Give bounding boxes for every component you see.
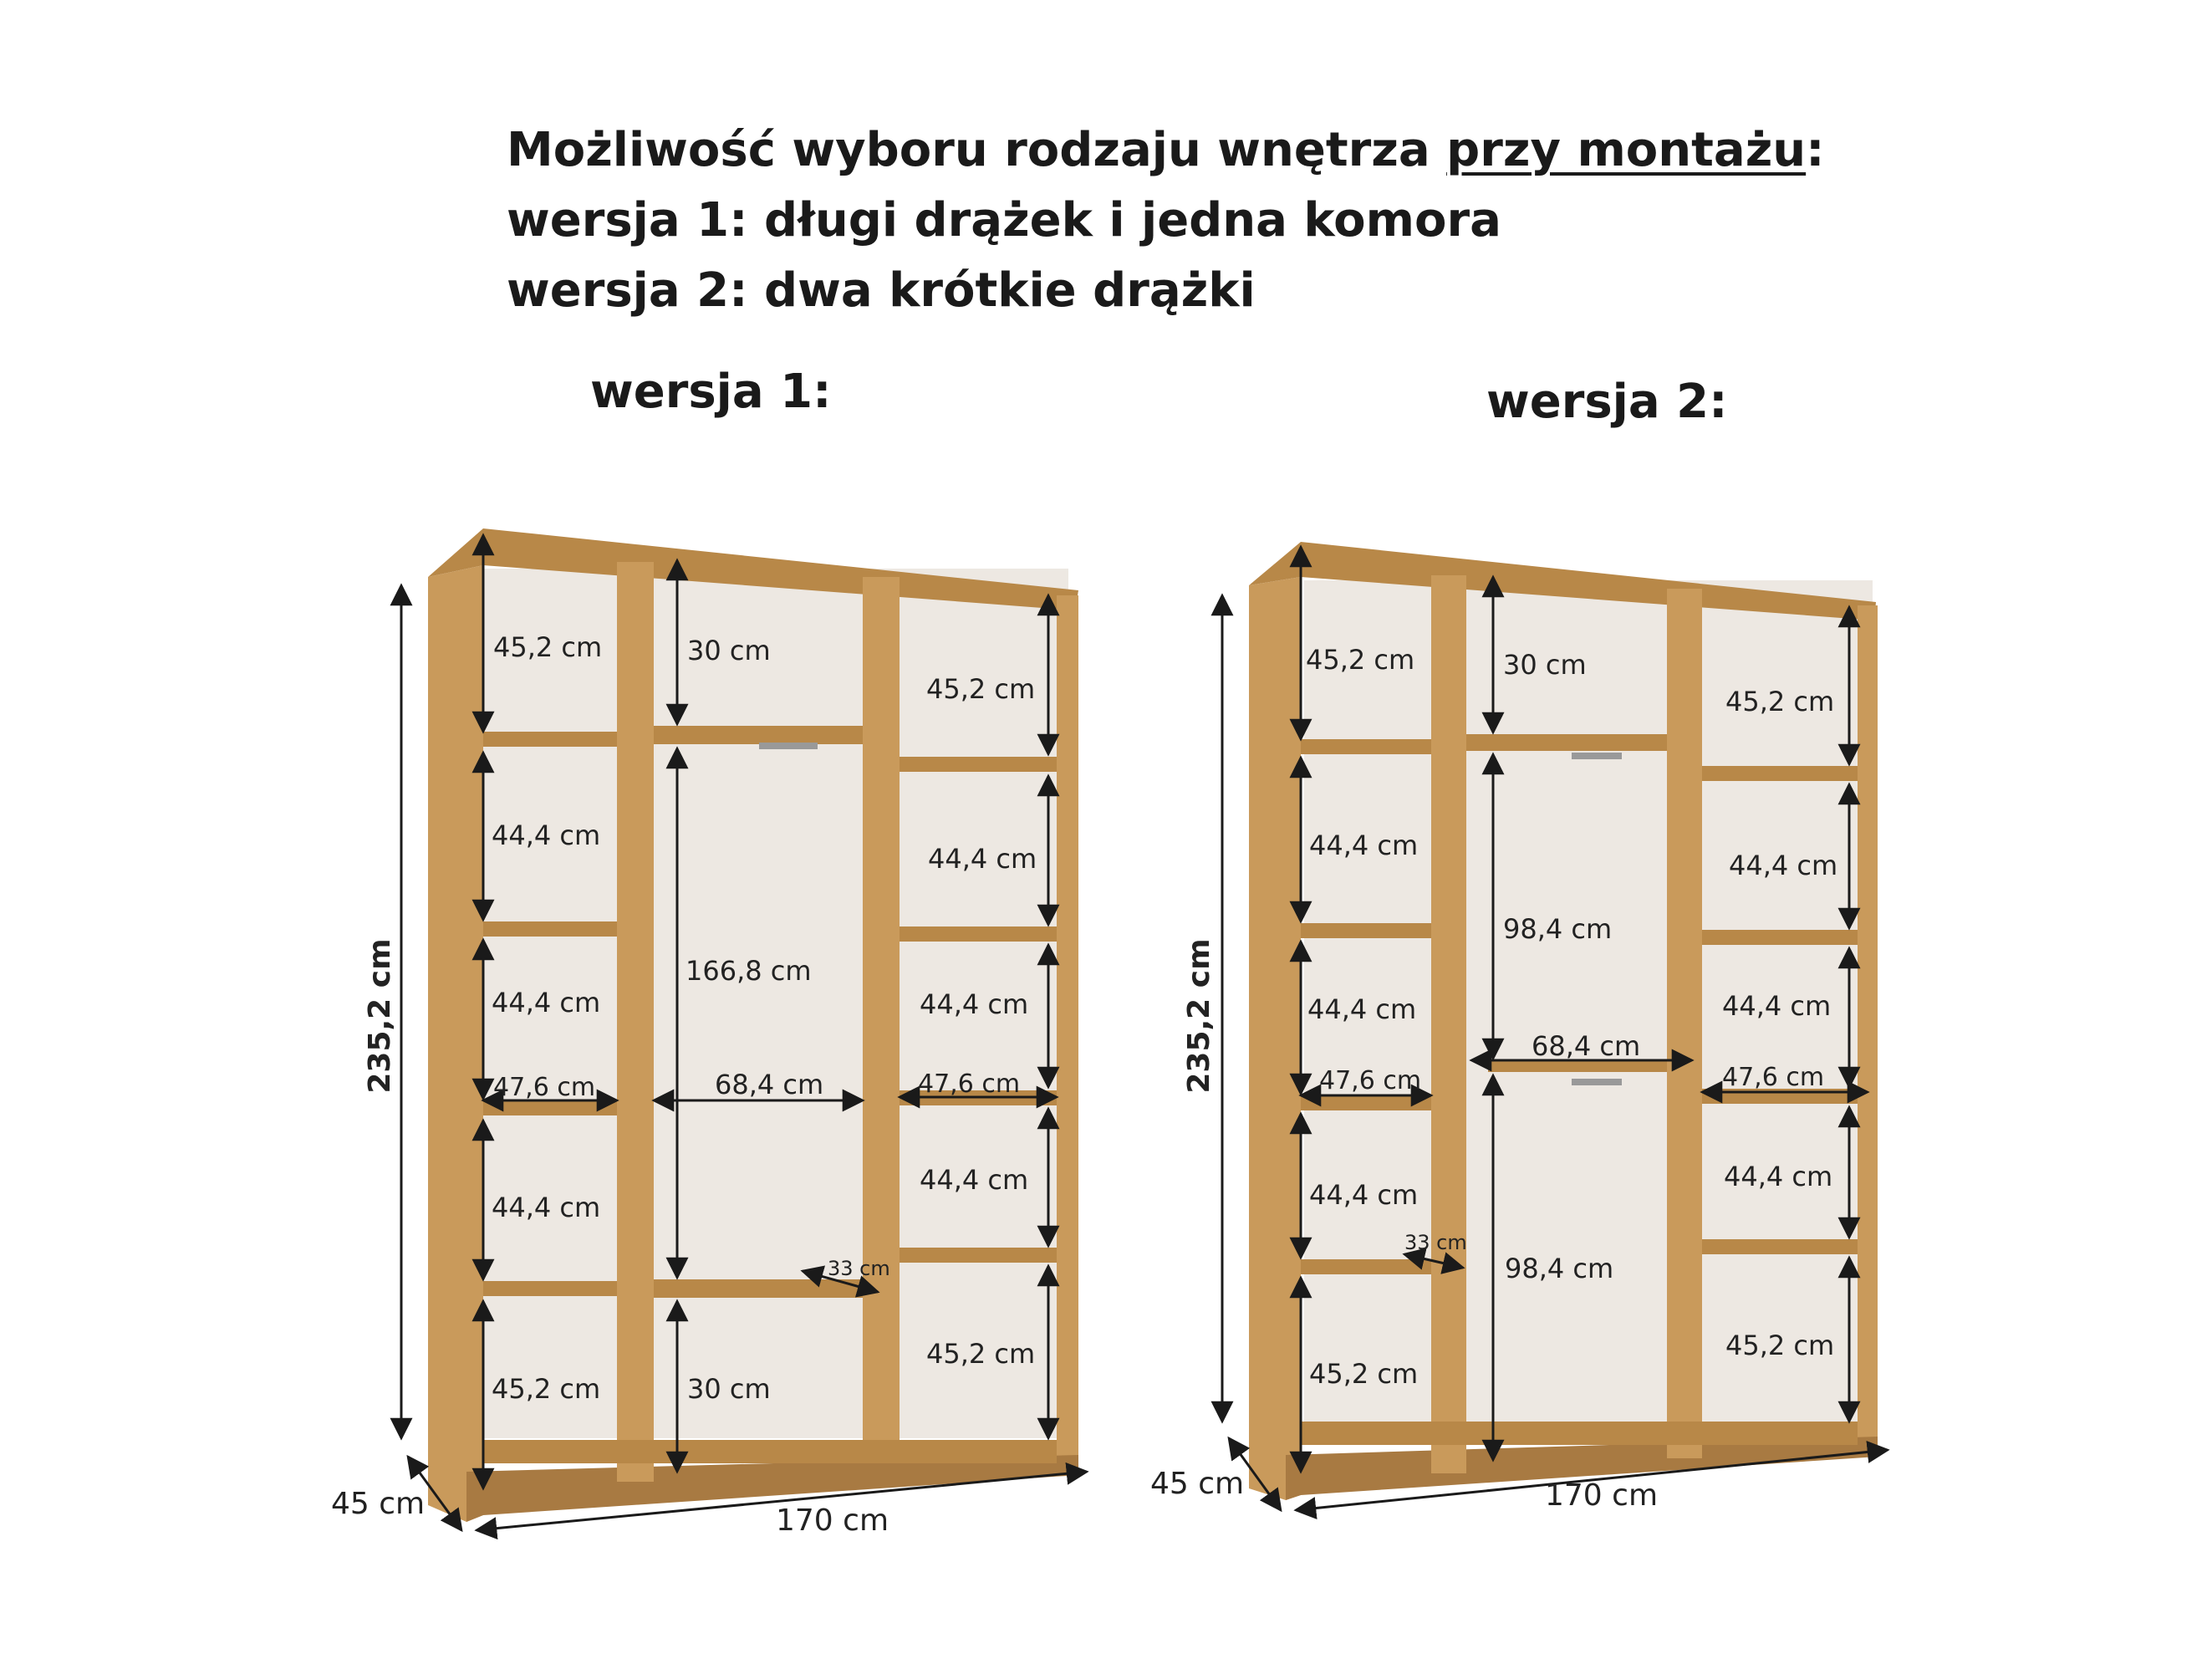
dim-label: 44,4 cm (1722, 990, 1832, 1022)
dim-label: 45,2 cm (1309, 1358, 1419, 1390)
header-line-3: wersja 2: dwa krótkie drążki (507, 263, 1256, 318)
dim-label: 45,2 cm (926, 1338, 1036, 1370)
dim-label: 44,4 cm (492, 987, 601, 1018)
version-2-title: wersja 2: (1486, 375, 1728, 429)
shelf (900, 1248, 1057, 1263)
shelf (483, 1100, 617, 1115)
dim-label: 98,4 cm (1503, 913, 1613, 945)
dim-label: 45,2 cm (1725, 686, 1835, 717)
left-side-panel (428, 565, 483, 1522)
dim-label: 98,4 cm (1505, 1253, 1614, 1284)
shelf (1301, 1259, 1431, 1274)
right-side-panel (1858, 605, 1878, 1457)
shelf (1301, 739, 1431, 754)
dim-label: 44,4 cm (1307, 993, 1417, 1025)
dim-label: 47,6 cm (1319, 1066, 1422, 1095)
plinth (466, 1455, 1078, 1522)
shelf (1702, 930, 1858, 945)
dim-label: 47,6 cm (918, 1069, 1021, 1099)
depth-label: 45 cm (1150, 1467, 1245, 1501)
version-1-title: wersja 1: (590, 365, 832, 419)
dim-label: 44,4 cm (1309, 1179, 1419, 1211)
shelf (654, 1279, 863, 1298)
shelf (900, 757, 1057, 772)
dim-label: 45,2 cm (492, 1373, 601, 1405)
dim-label: 166,8 cm (686, 955, 812, 987)
dim-label: 33 cm (1404, 1231, 1467, 1254)
width-label: 170 cm (1545, 1478, 1659, 1513)
shelf (900, 926, 1057, 942)
height-label: 235,2 cm (1182, 938, 1216, 1094)
dim-label: 44,4 cm (1729, 850, 1838, 881)
dim-label: 47,6 cm (1722, 1063, 1825, 1092)
dim-label: 44,4 cm (492, 1192, 601, 1223)
right-side-panel (1057, 595, 1078, 1475)
dim-label: 44,4 cm (492, 819, 601, 851)
shelf (1702, 766, 1858, 781)
dim-label: 45,2 cm (1306, 644, 1415, 676)
shelf (1702, 1239, 1858, 1254)
divider-right (1667, 589, 1702, 1458)
dim-label: 44,4 cm (1309, 830, 1419, 861)
shelf (1301, 1095, 1431, 1110)
divider-right (863, 577, 900, 1463)
header-underlined: przy montażu (1446, 123, 1807, 177)
depth-label: 45 cm (331, 1487, 426, 1521)
divider-left (617, 562, 654, 1482)
dim-label: 47,6 cm (493, 1073, 596, 1102)
left-side-panel (1249, 577, 1301, 1500)
dim-label: 30 cm (687, 635, 771, 666)
shelf (654, 726, 863, 744)
dim-label: 33 cm (828, 1257, 890, 1280)
dim-label: 30 cm (687, 1373, 771, 1405)
dim-label: 45,2 cm (493, 631, 603, 663)
dim-label: 44,4 cm (928, 843, 1037, 875)
base-panel (1301, 1422, 1858, 1445)
dim-label: 68,4 cm (715, 1069, 824, 1100)
hanging-rail (1572, 1079, 1622, 1085)
shelf (1466, 734, 1667, 751)
hanging-rail (759, 743, 818, 749)
shelf (1301, 923, 1431, 938)
header-line-1: Możliwość wyboru rodzaju wnętrza przy montażu: (507, 123, 1825, 177)
header-line-2: wersja 1: długi drążek i jedna komora (507, 193, 1501, 248)
dim-label: 68,4 cm (1532, 1030, 1641, 1062)
base-panel (483, 1440, 1057, 1463)
shelf (1488, 1060, 1667, 1072)
dim-label: 44,4 cm (920, 1164, 1029, 1196)
divider-left (1431, 575, 1466, 1473)
dim-label: 30 cm (1503, 649, 1587, 681)
dim-label: 44,4 cm (1724, 1161, 1833, 1192)
hanging-rail (1572, 753, 1622, 759)
shelf (483, 921, 617, 937)
dim-label: 45,2 cm (926, 673, 1036, 705)
dim-label: 44,4 cm (920, 988, 1029, 1020)
shelf (483, 732, 617, 747)
height-label: 235,2 cm (363, 938, 397, 1094)
dim-label: 45,2 cm (1725, 1330, 1835, 1361)
width-label: 170 cm (776, 1503, 889, 1538)
shelf (483, 1281, 617, 1296)
